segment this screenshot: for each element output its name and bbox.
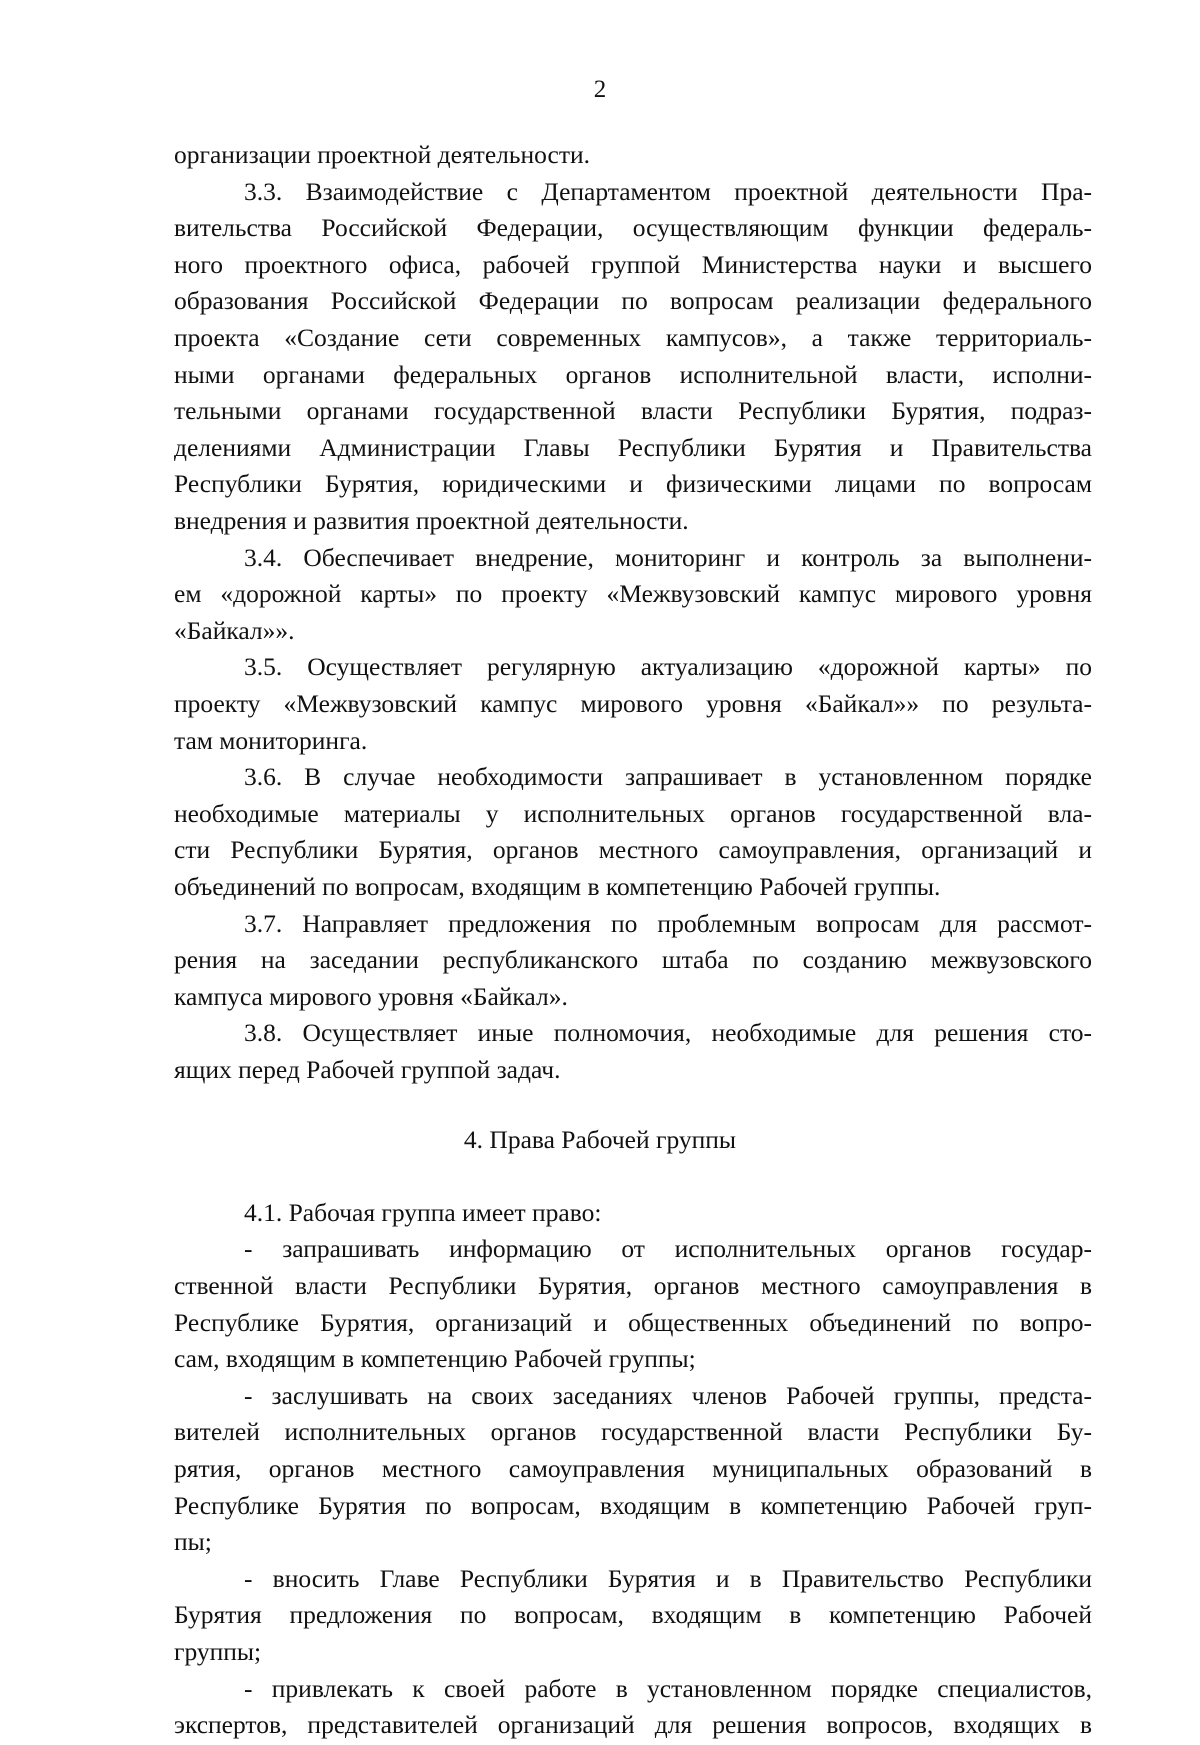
- text-line: сам, входящим в компетенцию Рабочей группы;: [174, 1344, 696, 1374]
- text-line: 3.8. Осуществляет иные полномочия, необходимые для решения сто-: [244, 1018, 1092, 1048]
- text-line: - заслушивать на своих заседаниях членов Рабочей группы, предста-: [244, 1380, 1092, 1410]
- text-line: рения на заседании республиканского штаба по созданию межвузовского: [174, 945, 1092, 975]
- text-line: необходимые материалы у исполнительных органов государственной вла-: [174, 798, 1092, 828]
- text-line: образования Российской Федерации по вопросам реализации федерального: [174, 286, 1092, 316]
- text-line: объединений по вопросам, входящим в компетенцию Рабочей группы.: [174, 872, 941, 901]
- text-line: сти Республики Бурятия, органов местного самоуправления, организаций и: [174, 835, 1092, 865]
- text-line: вителей исполнительных органов государственной власти Республики Бу-: [174, 1417, 1092, 1447]
- section-heading: 4. Права Рабочей группы: [463, 1124, 737, 1154]
- text-line: там мониторинга.: [174, 725, 368, 755]
- text-line: - вносить Главе Республики Бурятия и в Правительство Республики: [244, 1563, 1092, 1593]
- text-line-overflow: экспертов, представителей организаций для решения вопросов, входящих в: [174, 1710, 1092, 1740]
- text-line: 4.1. Рабочая группа имеет право:: [244, 1197, 602, 1227]
- text-line: рятия, органов местного самоуправления муниципальных образований в: [174, 1453, 1092, 1483]
- text-line: тельными органами государственной власти Республики Бурятия, подраз-: [174, 396, 1092, 426]
- text-line: внедрения и развития проектной деятельности.: [174, 506, 689, 535]
- text-line: ящих перед Рабочей группой задач.: [174, 1055, 561, 1084]
- text-line: 3.7. Направляет предложения по проблемным вопросам для рассмот-: [244, 908, 1092, 938]
- text-line: ными органами федеральных органов исполнительной власти, исполни-: [174, 359, 1092, 389]
- text-line: «Байкал»».: [174, 615, 295, 645]
- page-number: 2: [593, 76, 607, 103]
- text-line: группы;: [174, 1636, 262, 1666]
- text-line: 3.6. В случае необходимости запрашивает в установленном порядке: [244, 762, 1092, 792]
- text-line: вительства Российской Федерации, осуществляющим функции федераль-: [174, 213, 1092, 243]
- text-line: Бурятия предложения по вопросам, входящим в компетенцию Рабочей: [174, 1600, 1092, 1630]
- text-line: 3.4. Обеспечивает внедрение, мониторинг и контроль за выполнени-: [244, 542, 1092, 572]
- text-line: кампуса мирового уровня «Байкал».: [174, 981, 568, 1011]
- text-line: ем «дорожной карты» по проекту «Межвузовский кампус мирового уровня: [174, 579, 1092, 609]
- text-line-overflow: - привлекать к своей работе в установленном порядке специалистов,: [244, 1673, 1092, 1703]
- text-line: проекту «Межвузовский кампус мирового уровня «Байкал»» по результа-: [174, 689, 1092, 718]
- text-line: делениями Администрации Главы Республики Бурятия и Правительства: [174, 432, 1092, 462]
- text-line: ственной власти Республики Бурятия, органов местного самоуправления в: [174, 1270, 1092, 1300]
- text-line: - запрашивать информацию от исполнительных органов государ-: [244, 1234, 1092, 1264]
- text-line: организации проектной деятельности.: [174, 140, 591, 169]
- text-line: проекта «Создание сети современных кампусов», а также территориаль-: [174, 323, 1092, 352]
- text-line: пы;: [174, 1527, 212, 1557]
- text-line: 3.5. Осуществляет регулярную актуализацию «дорожной карты» по: [244, 652, 1092, 682]
- text-line: 3.3. Взаимодействие с Департаментом проектной деятельности Пра-: [244, 176, 1092, 206]
- text-line: ного проектного офиса, рабочей группой Министерства науки и высшего: [174, 249, 1092, 279]
- text-line: Республике Бурятия, организаций и общественных объединений по вопро-: [174, 1307, 1092, 1337]
- text-line: Республике Бурятия по вопросам, входящим в компетенцию Рабочей груп-: [174, 1490, 1092, 1520]
- text-line: Республики Бурятия, юридическими и физическими лицами по вопросам: [174, 469, 1092, 499]
